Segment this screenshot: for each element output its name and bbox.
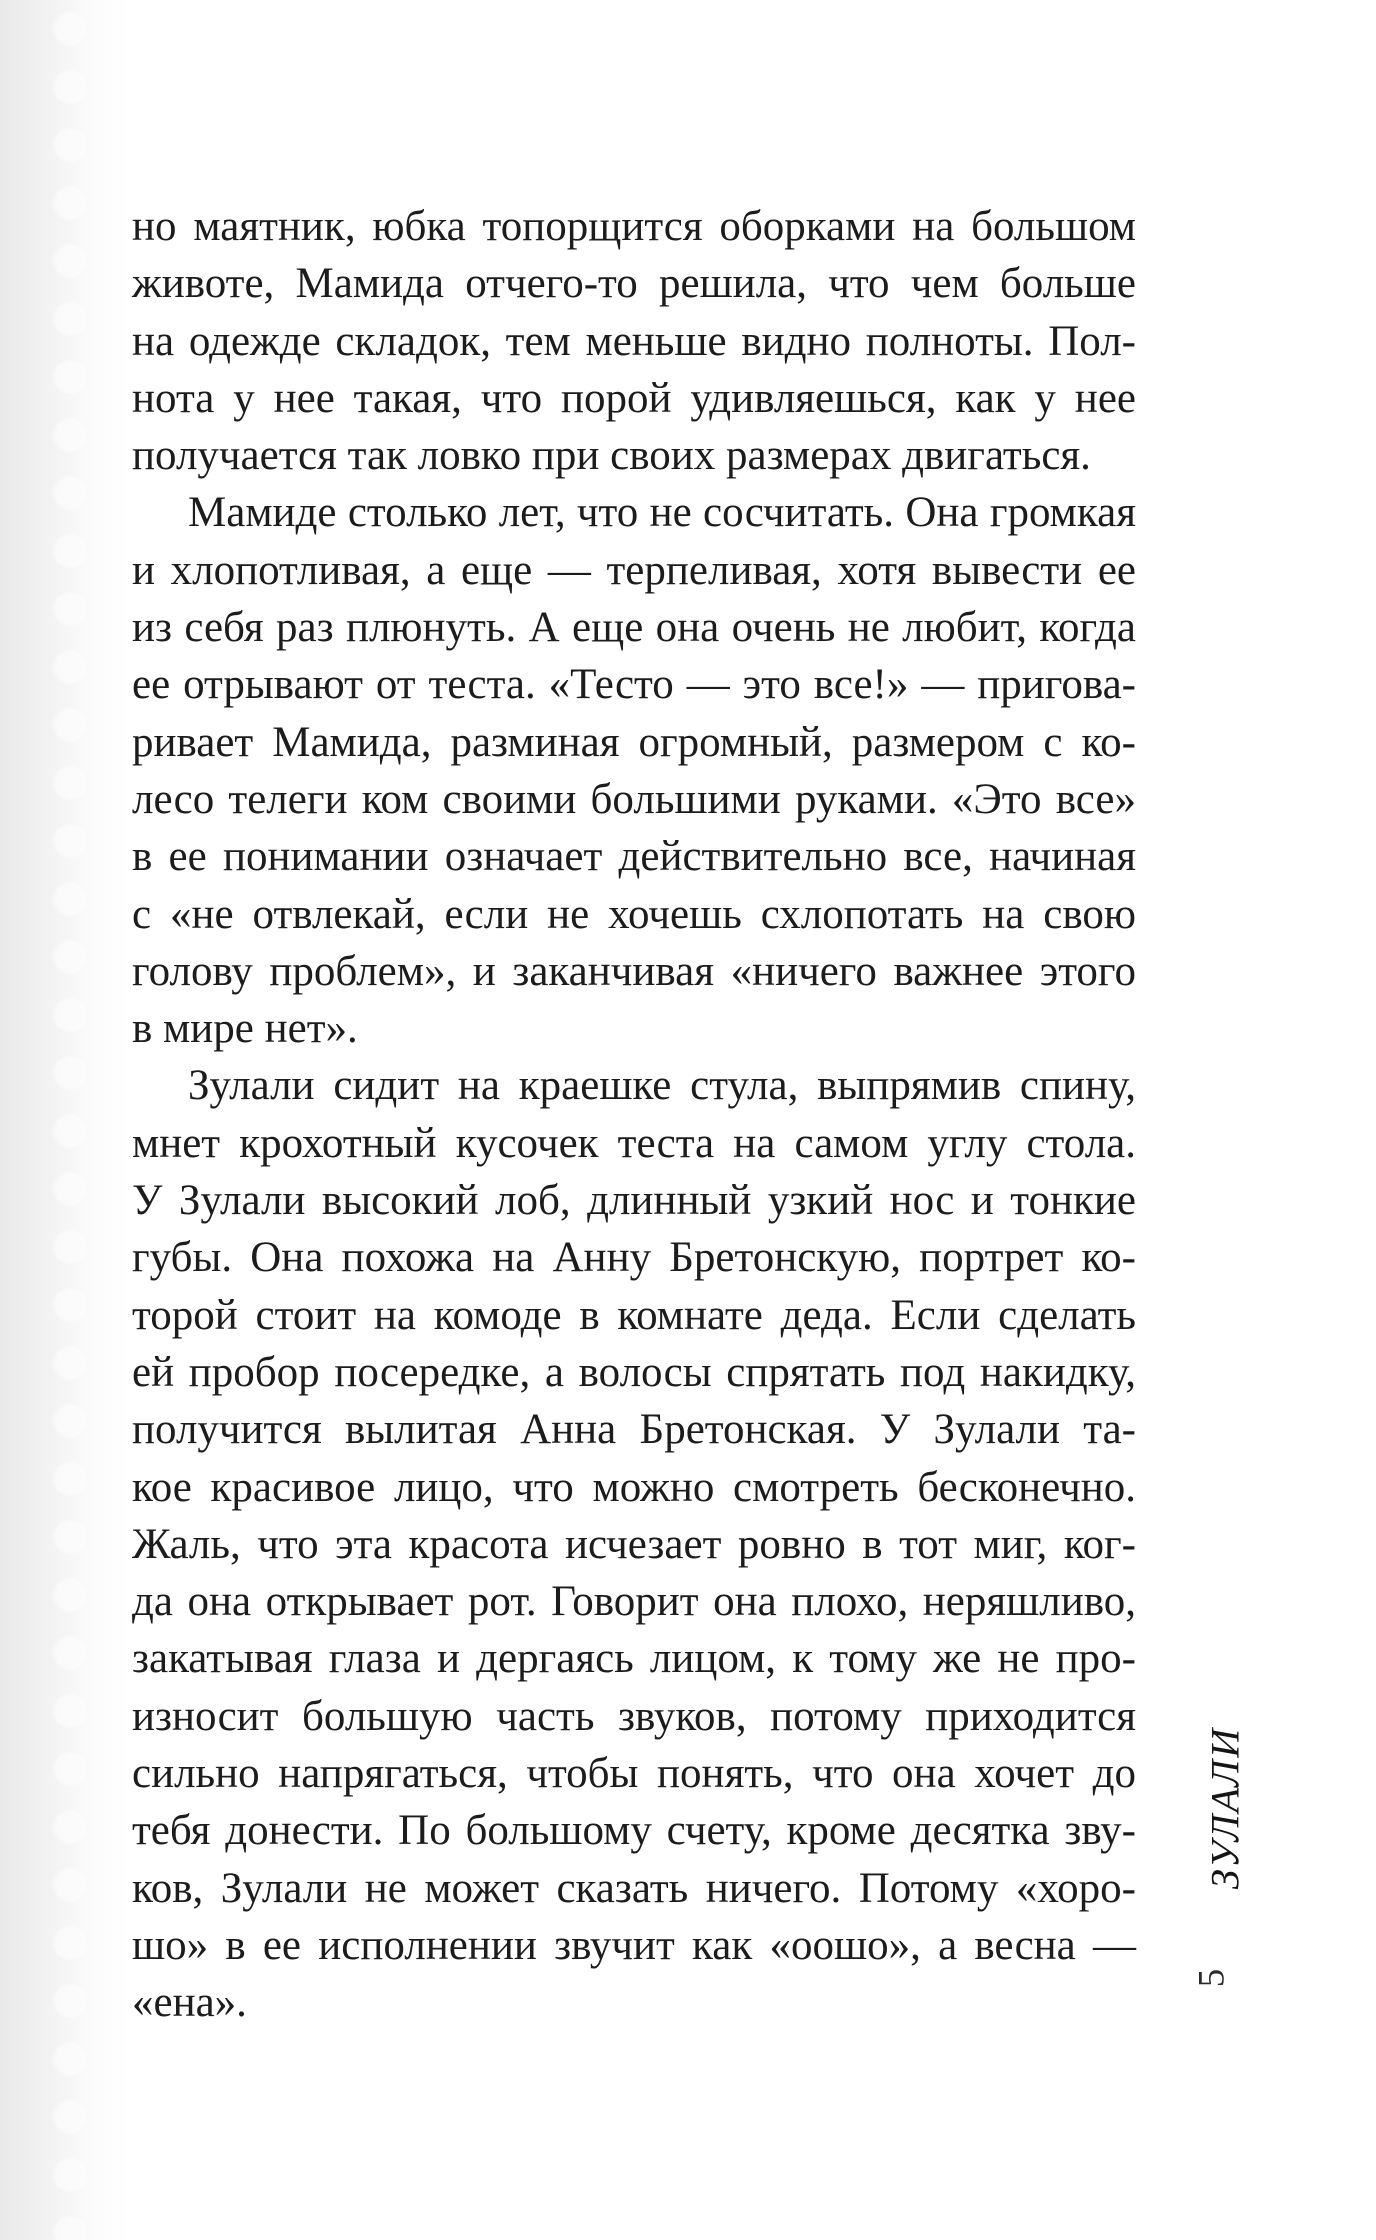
text-line: торой стоит на комоде в комнате деда. Если сделать [132,1291,1136,1339]
text-line: ков, Зулали не может сказать ничего. Потому «хоро- [132,1864,1136,1912]
text-line: нота у нее такая, что порой удивляешься, как у нее [132,374,1136,422]
text-line: ее отрывают от теста. «Тесто — это все!» — пригова- [132,661,1136,709]
running-title-sideways: ЗУЛАЛИ [1202,1726,1248,1890]
text-line: с «не отвлекай, если не хочешь схлопотать на свою [132,890,1136,938]
text-line: животе, Мамида отчего-то решила, что чем больше [132,260,1136,308]
text-line: Зулали сидит на краешке стула, выпрямив спину, [188,1062,1136,1110]
text-line: шо» в ее исполнении звучит как «оошо», а весна — [132,1921,1136,1969]
text-line: лесо телеги ком своими большими руками. «Это все» [132,775,1136,823]
text-line: но маятник, юбка топорщится оборками на большом [132,203,1136,250]
text-line: тебя донести. По большому счету, кроме десятка зву- [132,1807,1136,1855]
page-spine-texture [38,0,108,2240]
text-line: сильно напрягаться, чтобы понять, что она хочет до [132,1750,1136,1798]
text-line: Жаль, что эта красота исчезает ровно в тот миг, ког- [132,1520,1136,1568]
text-line: и хлопотливая, а еще — терпеливая, хотя вывести ее [132,546,1136,594]
text-line: ривает Мамида, разминая огромный, размером с ко- [132,718,1136,766]
text-line: износит большую часть звуков, потому приходится [132,1692,1136,1740]
text-line: закатывая глаза и дергаясь лицом, к тому же не про- [132,1635,1136,1683]
text-line: кое красивое лицо, что можно смотреть бесконечно. [132,1463,1136,1511]
text-line: голову проблем», и заканчивая «ничего важнее этого [132,947,1136,995]
text-line: на одежде складок, тем меньше видно полноты. Пол- [132,317,1136,365]
text-line: У Зулали высокий лоб, длинный узкий нос и тонкие [132,1177,1136,1225]
page-number-sideways: 5 [1191,1968,1233,1988]
text-line: да она открывает рот. Говорит она плохо, неряшливо, [132,1578,1136,1626]
text-line: губы. Она похожа на Анну Бретонскую, портрет ко- [132,1234,1136,1282]
text-line: получается так ловко при своих размерах двигаться. [132,432,1091,480]
text-line: «ена». [132,1979,247,2027]
text-line: в ее понимании означает действительно все, начиная [132,833,1136,881]
text-line: получится вылитая Анна Бретонская. У Зулали та- [132,1406,1136,1454]
page-text-block [132,198,1136,2032]
text-line: ей пробор посередке, а волосы спрятать под накидку, [132,1348,1136,1396]
text-line: в мире нет». [132,1005,358,1053]
text-line: из себя раз плюнуть. А еще она очень не любит, когда [132,604,1136,652]
text-line: мнет крохотный кусочек теста на самом углу стола. [132,1119,1136,1167]
text-line: Мамиде столько лет, что не сосчитать. Она громкая [188,489,1136,537]
